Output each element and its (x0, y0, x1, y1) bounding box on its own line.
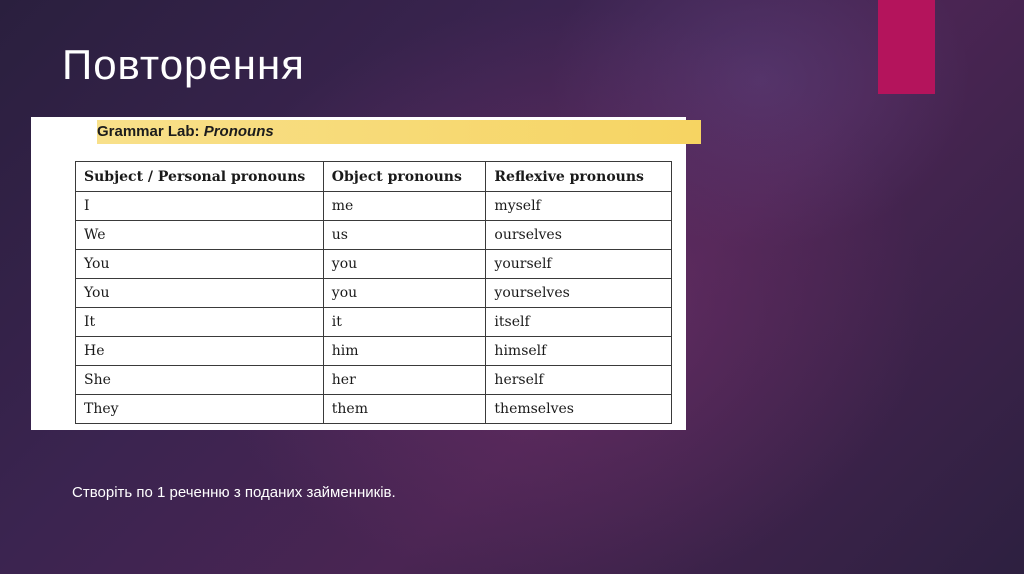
object-cell: them (323, 395, 486, 424)
pronoun-table (75, 161, 672, 424)
header-subject-pronouns: Subject / Personal pronouns (76, 162, 324, 192)
subject-cell: You (76, 279, 324, 308)
subject-cell: I (76, 192, 324, 221)
reflexive-cell: itself (486, 308, 672, 337)
object-cell: us (323, 221, 486, 250)
header-object-pronouns: Object pronouns (323, 162, 486, 192)
subject-cell: You (76, 250, 324, 279)
figure-header-prefix: Grammar Lab: (97, 123, 204, 140)
object-cell: me (323, 192, 486, 221)
instruction-text: Створіть по 1 реченню з поданих займенників. (72, 484, 396, 501)
object-cell: you (323, 279, 486, 308)
reflexive-cell: ourselves (486, 221, 672, 250)
subject-cell: It (76, 308, 324, 337)
object-cell: it (323, 308, 486, 337)
subject-cell: We (76, 221, 324, 250)
object-cell: her (323, 366, 486, 395)
table-row (76, 250, 672, 279)
table-row (76, 221, 672, 250)
table-header-row (76, 162, 672, 192)
reflexive-cell: themselves (486, 395, 672, 424)
header-reflexive-pronouns: Reflexive pronouns (486, 162, 672, 192)
subject-cell: He (76, 337, 324, 366)
table-row (76, 395, 672, 424)
subject-cell: They (76, 395, 324, 424)
reflexive-cell: yourselves (486, 279, 672, 308)
slide-title: Повторення (62, 41, 305, 88)
subject-cell: She (76, 366, 324, 395)
table-row (76, 279, 672, 308)
reflexive-cell: myself (486, 192, 672, 221)
reflexive-cell: yourself (486, 250, 672, 279)
accent-bar (878, 0, 935, 94)
figure-header-text (97, 123, 274, 140)
figure-header-subject: Pronouns (203, 123, 274, 140)
table-row (76, 308, 672, 337)
table-row (76, 337, 672, 366)
reflexive-cell: herself (486, 366, 672, 395)
object-cell: him (323, 337, 486, 366)
table-row (76, 366, 672, 395)
reflexive-cell: himself (486, 337, 672, 366)
object-cell: you (323, 250, 486, 279)
grammar-figure (31, 117, 686, 430)
figure-header (97, 120, 701, 144)
table-row (76, 192, 672, 221)
